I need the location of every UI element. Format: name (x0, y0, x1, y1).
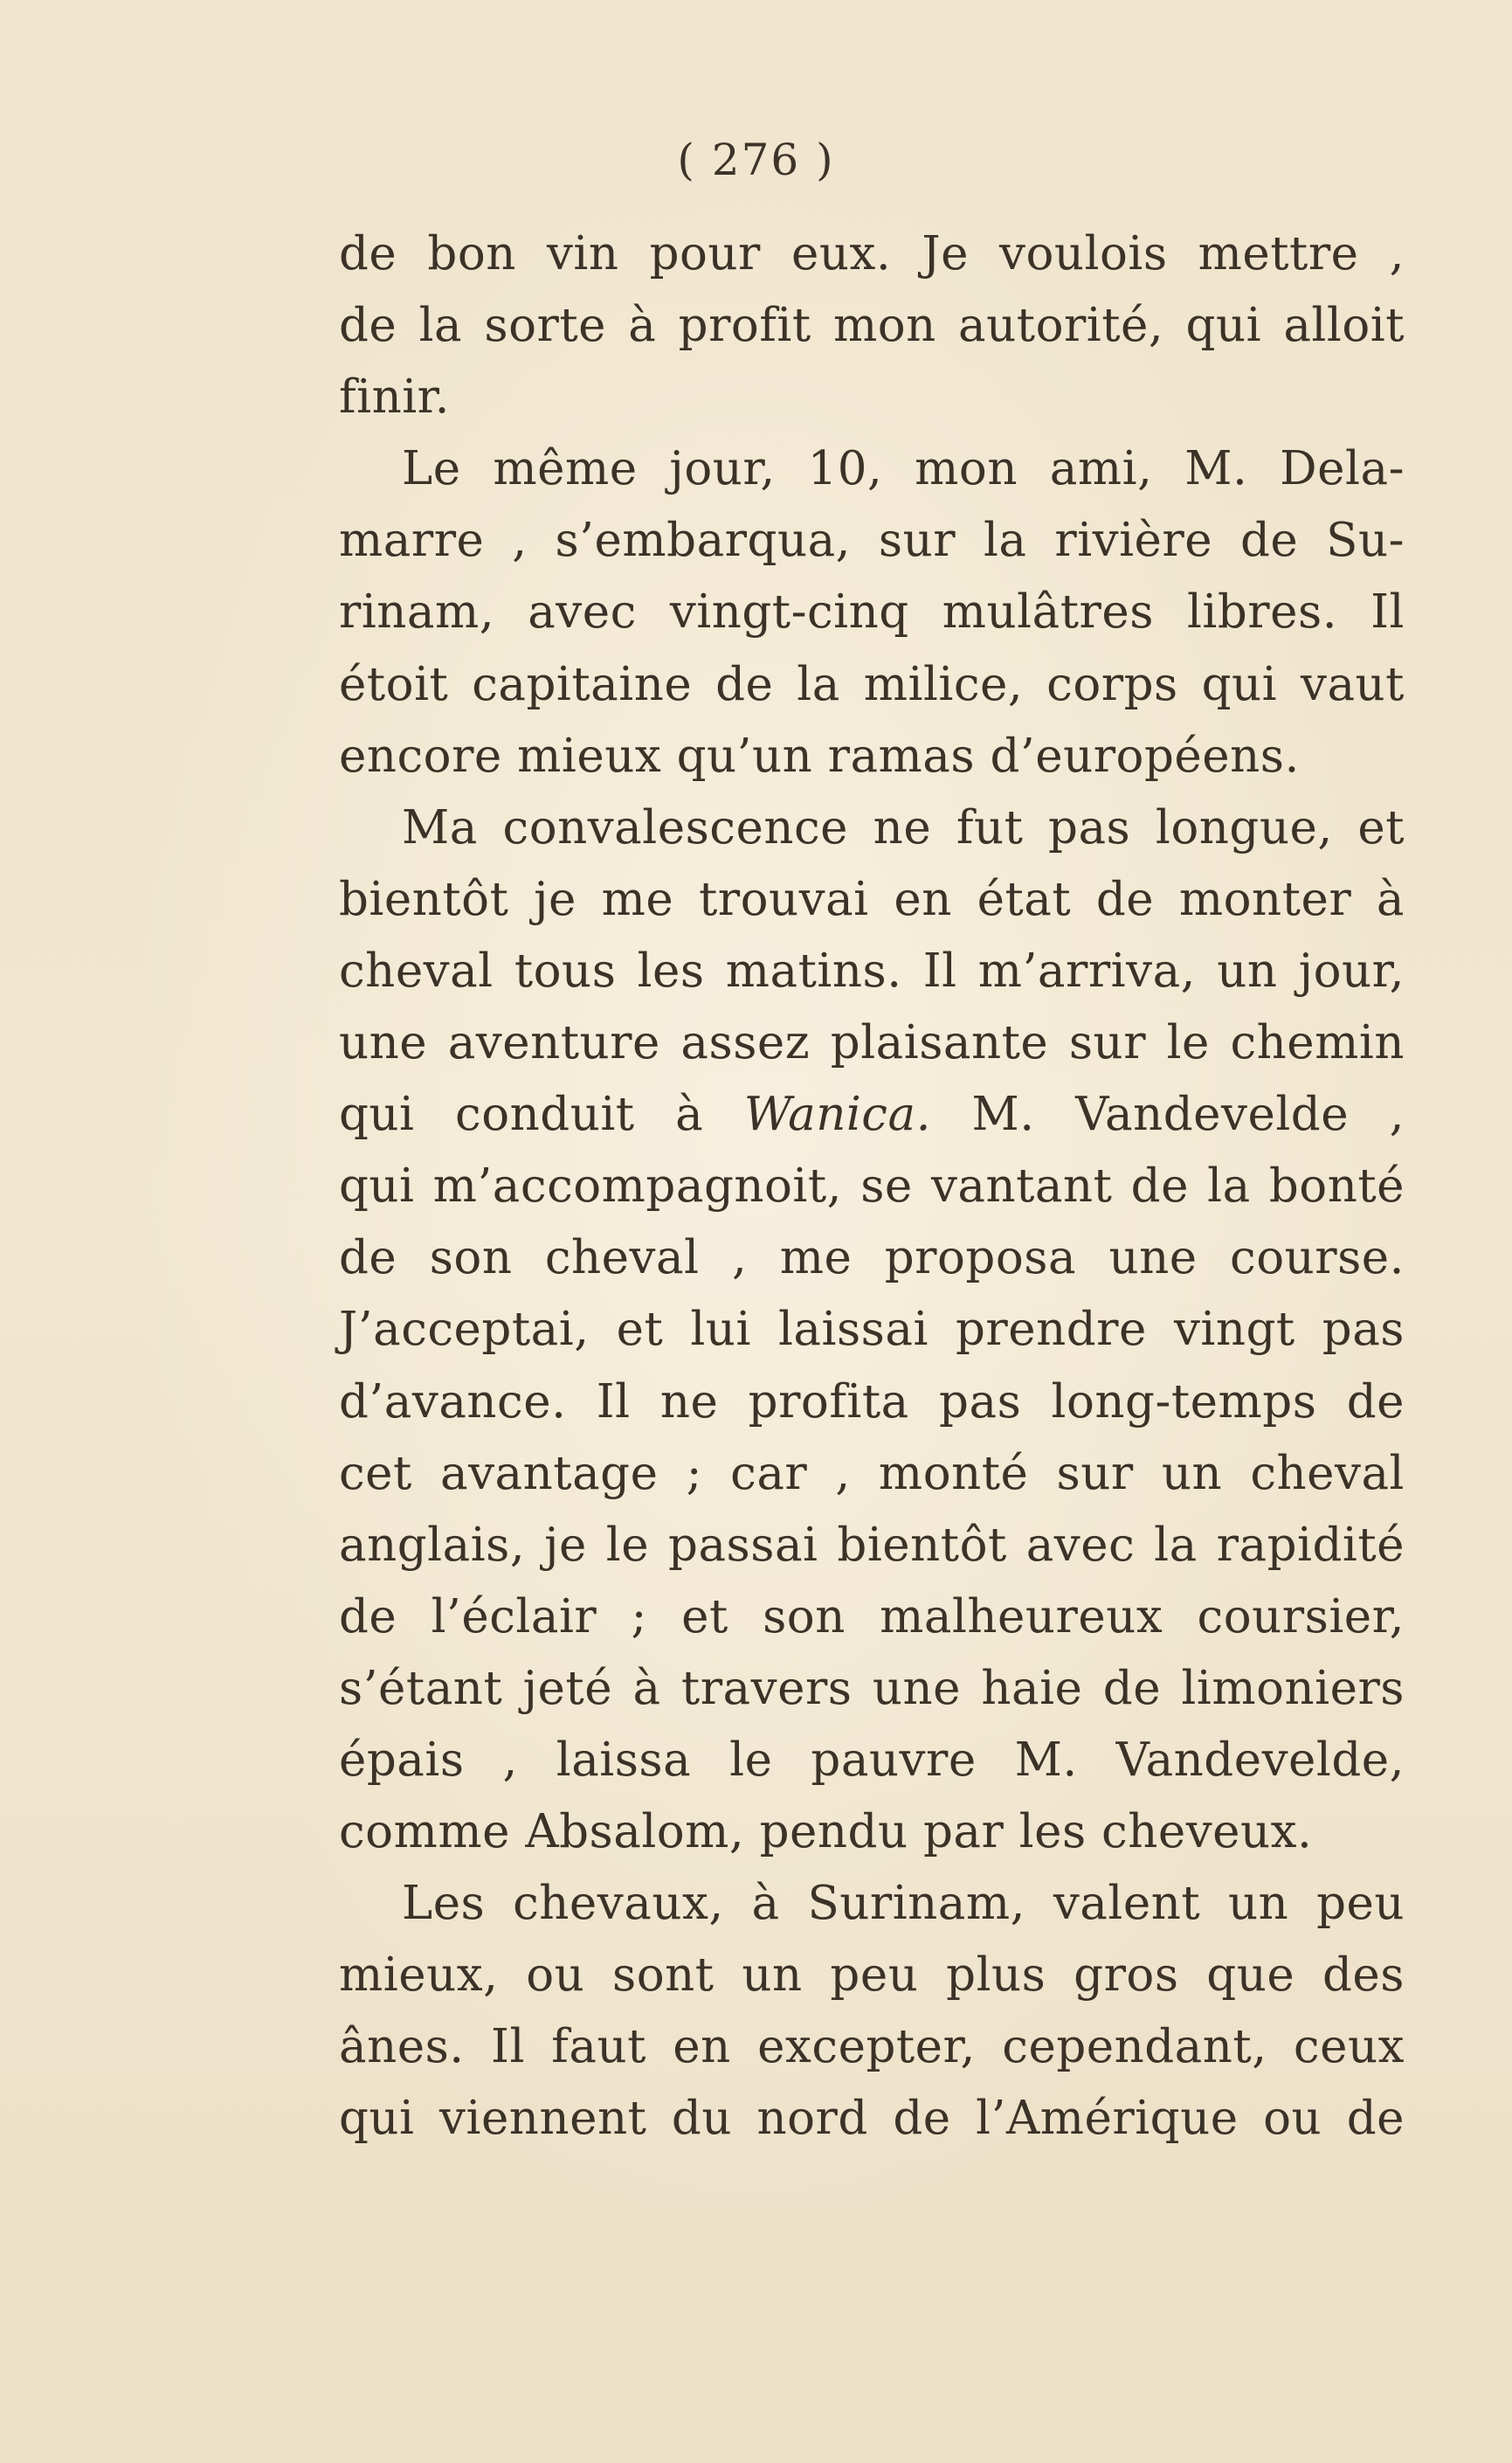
text-line-with-italic (339, 1079, 1405, 1151)
text-line: de son cheval , me proposa une course. (339, 1231, 1405, 1285)
text-line: anglais, je le passai bientôt avec la rapidité (339, 1518, 1405, 1572)
text-line: d’avance. Il ne profita pas long-temps de (339, 1374, 1405, 1429)
text-line: rinam, avec vingt-cinq mulâtres libres. Il (339, 585, 1405, 640)
line-segment: qui conduit à (339, 1088, 744, 1142)
text-line: une aventure assez plaisante sur le chemin (339, 1016, 1405, 1070)
text-line: Ma convalescence ne fut pas longue, et (402, 800, 1405, 854)
text-line: J’acceptai, et lui laissai prendre vingt pas (339, 1303, 1405, 1357)
text-line: comme Absalom, pendu par les cheveux. (339, 1805, 1313, 1859)
text-line: qui m’accompagnoit, se vantant de la bonté (339, 1159, 1405, 1214)
text-line: mieux, ou sont un peu plus gros que des (339, 1948, 1405, 2003)
text-line: cheval tous les matins. Il m’arriva, un jour, (339, 944, 1405, 998)
place-name-italic: Wanica. (743, 1088, 931, 1142)
page-number: ( 276 ) (677, 135, 835, 185)
text-line: qui viennent du nord de l’Amérique ou de (339, 2092, 1405, 2146)
text-line: de bon vin pour eux. Je voulois mettre , (339, 227, 1405, 280)
text-line: Le même jour, 10, mon ami, M. Dela- (402, 442, 1405, 496)
text-line: finir. (339, 370, 451, 425)
text-line: cet avantage ; car , monté sur un cheval (339, 1446, 1405, 1500)
text-line: ânes. Il faut en excepter, cependant, ceux (339, 2020, 1405, 2074)
text-line: Les chevaux, à Surinam, valent un peu (402, 1877, 1405, 1931)
body-text (339, 218, 1405, 2155)
line-segment: M. Vandevelde , (930, 1088, 1405, 1142)
text-line: de la sorte à profit mon autorité, qui alloit (339, 299, 1405, 353)
text-line: de l’éclair ; et son malheureux coursier, (339, 1589, 1405, 1643)
text-line: étoit capitaine de la milice, corps qui vaut (339, 657, 1405, 711)
text-line: bientôt je me trouvai en état de monter à (339, 872, 1405, 926)
text-line: épais , laissa le pauvre M. Vandevelde, (339, 1733, 1405, 1787)
text-line: encore mieux qu’un ramas d’européens. (339, 729, 1300, 783)
text-line: marre , s’embarqua, sur la rivière de Su- (339, 514, 1405, 568)
text-line: s’étant jeté à travers une haie de limoniers (339, 1661, 1405, 1715)
